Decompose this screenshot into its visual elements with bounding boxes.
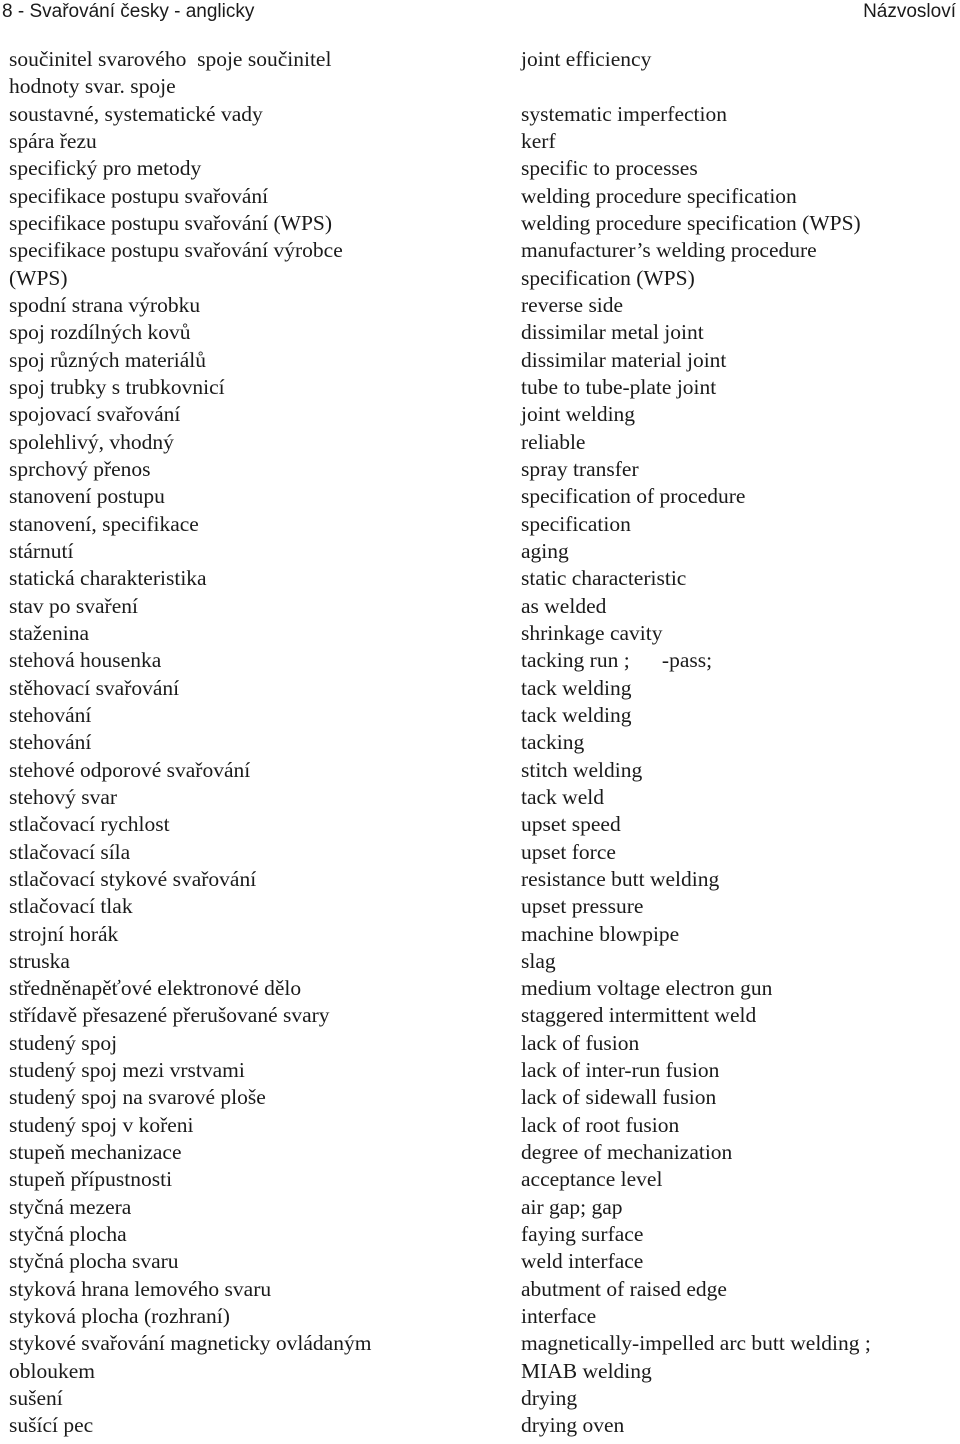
english-term-line: specification [521,511,631,536]
english-term [521,1057,956,1084]
czech-term-line: styčná mezera [9,1194,132,1219]
english-term [521,1139,956,1166]
english-term [521,1030,956,1057]
english-term [521,1385,956,1412]
english-term-line: lack of fusion [521,1030,640,1055]
czech-term [9,757,479,784]
english-term [521,347,956,374]
english-term-line: specific to processes [521,156,698,181]
czech-term-line: spoj různých materiálů [9,347,207,372]
glossary-entry [0,1084,960,1111]
english-term-line: reverse side [521,292,624,317]
english-term [521,538,956,565]
english-term [521,128,956,155]
english-term-line: interface [521,1304,597,1329]
czech-term [9,210,479,237]
czech-term [9,1276,479,1303]
glossary-entry [0,1276,960,1303]
czech-term-line: struska [9,948,70,973]
czech-term-line: specifikace postupu svařování (WPS) [9,210,333,235]
english-term-line: magnetically-impelled arc butt welding ; [521,1331,871,1356]
glossary-entry [0,292,960,319]
czech-term [9,811,479,838]
english-term-line: welding procedure specification [521,183,797,208]
czech-term [9,101,479,128]
english-term [521,784,956,811]
english-term [521,675,956,702]
english-term [521,1112,956,1139]
czech-term-line: specifikace postupu svařování [9,183,269,208]
czech-term [9,866,479,893]
english-term-line: medium voltage electron gun [521,976,773,1001]
czech-term [9,1248,479,1275]
glossary-entry [0,1194,960,1221]
glossary-entry [0,1248,960,1275]
czech-term [9,839,479,866]
english-term [521,183,956,210]
czech-term [9,538,479,565]
czech-term-line: stanovení postupu [9,484,165,509]
glossary-entry [0,1139,960,1166]
glossary-entry [0,155,960,182]
czech-term [9,1084,479,1111]
czech-term [9,1002,479,1029]
english-term-line: lack of sidewall fusion [521,1085,717,1110]
english-term-line: abutment of raised edge [521,1276,727,1301]
czech-term [9,593,479,620]
czech-term-line: styčná plocha [9,1222,127,1247]
english-term-line: slag [521,948,556,973]
glossary-entry [0,429,960,456]
english-term-line: joint efficiency [521,47,652,71]
czech-term [9,292,479,319]
english-term [521,155,956,182]
english-term-line: joint welding [521,402,636,427]
czech-term-line: spoj trubky s trubkovnicí [9,374,225,399]
glossary-entry [0,1112,960,1139]
english-term-line: as welded [521,593,607,618]
glossary-entry [0,101,960,128]
english-term [521,921,956,948]
english-term [521,483,956,510]
glossary-entry [0,948,960,975]
czech-term-line: obloukem [9,1358,95,1383]
english-term-line: manufacturer’s welding procedure [521,238,817,263]
czech-term-line: styková hrana lemového svaru [9,1276,272,1301]
english-term-line [521,73,956,100]
glossary-entry [0,593,960,620]
english-term [521,401,956,428]
english-term-line: reliable [521,429,586,454]
english-term-line: upset pressure [521,894,644,919]
czech-term-line: hodnoty svar. spoje [9,74,176,99]
czech-term-line: stlačovací síla [9,839,131,864]
glossary-entry [0,1002,960,1029]
glossary-entry [0,1166,960,1193]
czech-term [9,1303,479,1330]
english-term [521,101,956,128]
glossary-entry [0,538,960,565]
english-term-line: specification (WPS) [521,265,695,290]
czech-term-line: stehování [9,702,92,727]
english-term-line: resistance butt welding [521,866,720,891]
english-term [521,811,956,838]
english-term [521,893,956,920]
czech-term-line: stlačovací stykové svařování [9,866,257,891]
english-term [521,593,956,620]
czech-term [9,1166,479,1193]
english-term-line: specification of procedure [521,484,746,509]
czech-term [9,374,479,401]
czech-term-line: stykové svařování magneticky ovládaným [9,1331,372,1356]
czech-term-line: styčná plocha svaru [9,1249,179,1274]
glossary-entry [0,1057,960,1084]
czech-term [9,1221,479,1248]
english-term-line: machine blowpipe [521,921,680,946]
czech-term [9,565,479,592]
glossary-entry [0,647,960,674]
glossary-entry [0,511,960,538]
czech-term [9,237,479,292]
english-term [521,1002,956,1029]
czech-term-line: sušení [9,1386,63,1411]
english-term-line: tacking run ; -pass; [521,648,713,673]
glossary-entry [0,757,960,784]
czech-term-line: stupeň mechanizace [9,1140,182,1165]
english-term [521,839,956,866]
english-term-line: staggered intermittent weld [521,1003,757,1028]
czech-term [9,511,479,538]
english-term [521,866,956,893]
czech-term [9,1385,479,1412]
english-term [521,647,956,674]
czech-term [9,401,479,428]
czech-term [9,948,479,975]
czech-term-line: spojovací svařování [9,402,181,427]
czech-term [9,183,479,210]
english-term-line: upset speed [521,812,621,837]
glossary-entry [0,893,960,920]
czech-term-line: součinitel svarového spoje součinitel [9,47,332,71]
english-term [521,1166,956,1193]
czech-term-line: sušící pec [9,1413,94,1438]
english-term [521,729,956,756]
czech-term-line: stehová housenka [9,648,162,673]
english-term-line: aging [521,538,569,563]
czech-term [9,128,479,155]
glossary-entry [0,1221,960,1248]
english-term-line: tack welding [521,702,632,727]
czech-term-line: stehové odporové svařování [9,757,251,782]
glossary-entry [0,237,960,292]
czech-term [9,620,479,647]
english-term-line: lack of inter-run fusion [521,1058,720,1083]
english-term [521,1412,956,1439]
english-term [521,975,956,1002]
english-term-line: dissimilar material joint [521,347,727,372]
english-term-line: tube to tube-plate joint [521,374,717,399]
glossary-entry [0,128,960,155]
english-term [521,237,956,292]
english-term [521,456,956,483]
english-term-line: welding procedure specification (WPS) [521,210,861,235]
glossary-entry [0,620,960,647]
glossary-entry [0,210,960,237]
czech-term-line: stlačovací rychlost [9,812,170,837]
czech-term [9,647,479,674]
czech-term [9,784,479,811]
czech-term-line: stěhovací svařování [9,675,180,700]
glossary-entry [0,1330,960,1385]
czech-term-line: stav po svaření [9,593,138,618]
english-term-line: systematic imperfection [521,101,727,126]
glossary-entry [0,456,960,483]
czech-term-line: styková plocha (rozhraní) [9,1304,230,1329]
glossary-entry [0,729,960,756]
czech-term-line: statická charakteristika [9,566,207,591]
czech-term [9,1194,479,1221]
english-term-line: tack weld [521,784,604,809]
english-term-line: weld interface [521,1249,644,1274]
glossary-entry [0,675,960,702]
czech-term [9,675,479,702]
czech-term-line: soustavné, systematické vady [9,101,263,126]
english-term [521,319,956,346]
english-term-line: tacking [521,730,585,755]
glossary-entry [0,839,960,866]
czech-term [9,893,479,920]
czech-term [9,1412,479,1439]
czech-term [9,1057,479,1084]
english-term-line: stitch welding [521,757,643,782]
czech-term-line: studený spoj v kořeni [9,1112,194,1137]
english-term [521,1303,956,1330]
glossary-entry [0,483,960,510]
english-term-line: drying oven [521,1413,625,1438]
english-term [521,565,956,592]
czech-term-line: stlačovací tlak [9,894,133,919]
czech-term [9,155,479,182]
english-term [521,511,956,538]
czech-term-line: stupeň přípustnosti [9,1167,173,1192]
english-term-line: drying [521,1386,578,1411]
czech-term-line: stehový svar [9,784,118,809]
czech-term-line: specifikace postupu svařování výrobce [9,238,343,263]
czech-term-line: specifický pro metody [9,156,202,181]
glossary-entry [0,1385,960,1412]
glossary-entry [0,374,960,401]
glossary-entry [0,921,960,948]
glossary-entry [0,1030,960,1057]
english-term [521,210,956,237]
glossary-entry [0,319,960,346]
czech-term [9,975,479,1002]
czech-term-line: střídavě přesazené přerušované svary [9,1003,330,1028]
czech-term-line: spoj rozdílných kovů [9,320,191,345]
english-term [521,1330,956,1385]
czech-term [9,429,479,456]
english-term-line: upset force [521,839,616,864]
english-term-line: tack welding [521,675,632,700]
glossary-entry [0,401,960,428]
glossary-entry [0,347,960,374]
glossary-entry [0,46,960,101]
czech-term-line: studený spoj [9,1030,118,1055]
glossary-entry [0,1412,960,1439]
czech-term-line: sprchový přenos [9,456,151,481]
czech-term [9,702,479,729]
english-term [521,757,956,784]
english-term-line: lack of root fusion [521,1112,680,1137]
english-term-line: static characteristic [521,566,687,591]
glossary-entry [0,702,960,729]
english-term [521,620,956,647]
english-term-line: degree of mechanization [521,1140,733,1165]
czech-term [9,347,479,374]
english-term [521,1248,956,1275]
english-term-line: kerf [521,128,556,153]
czech-term [9,483,479,510]
page-header [0,0,960,24]
czech-term-line: spára řezu [9,128,97,153]
czech-term-line: stárnutí [9,538,74,563]
czech-term-line: spolehlivý, vhodný [9,429,174,454]
czech-term [9,921,479,948]
english-term-line: spray transfer [521,456,639,481]
english-term [521,1221,956,1248]
glossary-entry [0,565,960,592]
czech-term [9,319,479,346]
czech-term-line: studený spoj na svarové ploše [9,1085,266,1110]
czech-term [9,456,479,483]
czech-term [9,729,479,756]
english-term [521,948,956,975]
czech-term [9,1139,479,1166]
english-term [521,1084,956,1111]
czech-term-line: studený spoj mezi vrstvami [9,1058,245,1083]
czech-term-line: (WPS) [9,265,68,290]
glossary-entry [0,811,960,838]
czech-term-line: spodní strana výrobku [9,292,201,317]
english-term-line: dissimilar metal joint [521,320,704,345]
czech-term [9,1330,479,1385]
czech-term-line: strojní horák [9,921,119,946]
czech-term-line: stanovení, specifikace [9,511,199,536]
czech-term [9,46,479,101]
english-term-line: MIAB welding [521,1358,652,1383]
glossary-entry [0,183,960,210]
english-term-line: shrinkage cavity [521,620,663,645]
english-term [521,1276,956,1303]
english-term [521,292,956,319]
section-title: Názvosloví [863,1,956,22]
glossary-table [0,46,960,1440]
glossary-entry [0,1303,960,1330]
english-term-line: air gap; gap [521,1194,623,1219]
english-term-line: acceptance level [521,1167,663,1192]
chapter-title: 8 - Svařování česky - anglicky [2,1,255,22]
czech-term-line: středněnapěťové elektronové dělo [9,976,302,1001]
english-term [521,46,956,101]
czech-term-line: staženina [9,620,89,645]
czech-term [9,1112,479,1139]
glossary-entry [0,975,960,1002]
english-term [521,374,956,401]
czech-term [9,1030,479,1057]
glossary-entry [0,784,960,811]
english-term [521,429,956,456]
english-term [521,702,956,729]
glossary-entry [0,866,960,893]
english-term [521,1194,956,1221]
czech-term-line: stehování [9,730,92,755]
english-term-line: faying surface [521,1222,644,1247]
